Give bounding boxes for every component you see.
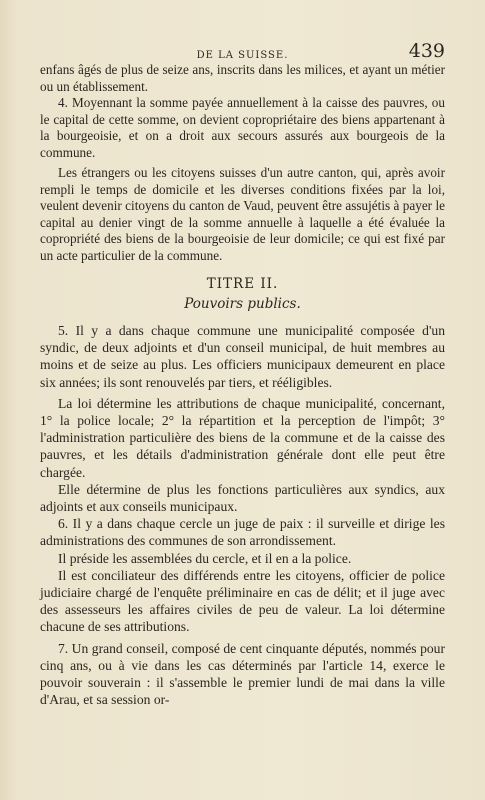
running-head (40, 40, 445, 62)
section-subtitle: Pouvoirs publics. (184, 296, 301, 312)
running-title: DE LA SUISSE. (196, 50, 289, 61)
paragraph: Les étrangers ou les citoyens suisses d'un autre canton, qui, après avoir rempli le temps de domicile et les diverses conditions fixées par la loi, veulent devenir citoyens du canton de Vaud, peuvent être assujétis à payer le capital au denier vingt de la somme annuelle à laquelle a été évaluée la copropriété des biens de la bourgeoisie de leur domicile; ce qui est fixé par un acte particulier de la commune. (40, 165, 445, 263)
paragraph: Elle détermine de plus les fonctions particulières aux syndics, aux adjoints et aux conseils municipaux. (40, 481, 445, 515)
bottom-text-block (40, 322, 445, 708)
paragraph: La loi détermine les attributions de chaque municipalité, concernant, 1° la police locale; 2° la répartition et la perception de l'impôt; 3° l'administration particulière des biens de la commune et de la caisse des pauvres, et les détails d'administration générale dont elle peut être chargée. (40, 395, 445, 480)
paragraph: 6. Il y a dans chaque cercle un juge de paix : il surveille et dirige les administrations des communes de son arrondissement. (40, 516, 445, 549)
paragraph: 7. Un grand conseil, composé de cent cinquante députés, nommés pour cinq ans, ou à vie dans les cas déterminés par l'article 14, exerce le pouvoir souverain : il s'assemble le premier lundi de mai dans la ville d'Arau, et sa session or- (40, 640, 445, 708)
page-number: 439 (408, 40, 445, 62)
paragraph: Il est conciliateur des différends entre les citoyens, officier de police judiciaire chargé de l'enquête préliminaire en cas de délit; et il juge avec des assesseurs les affaires civiles de peu de valeur. La loi détermine chacune de ses attributions. (40, 567, 445, 635)
paragraph: 4. Moyennant la somme payée annuellement à la caisse des pauvres, ou le capital de cette somme, on devient copropriétaire des biens appartenant à la bourgeoisie, et on a droit aux secours assurés aux bourgeois de la commune. (40, 95, 445, 160)
paragraph: Il préside les assemblées du cercle, et il en a la police. (58, 550, 352, 566)
paragraph: enfans âgés de plus de seize ans, inscrits dans les milices, et ayant un métier ou un établissement. (40, 62, 445, 94)
paragraph: 5. Il y a dans chaque commune une municipalité composée d'un syndic, de deux adjoints et d'un conseil municipal, de huit membres au moins et de seize au plus. Les officiers municipaux demeurent en place six années; ils sont renouvelés par tiers, et rééligibles. (40, 323, 445, 390)
section-title: TITRE II. (206, 276, 279, 292)
top-text-block (40, 62, 445, 264)
